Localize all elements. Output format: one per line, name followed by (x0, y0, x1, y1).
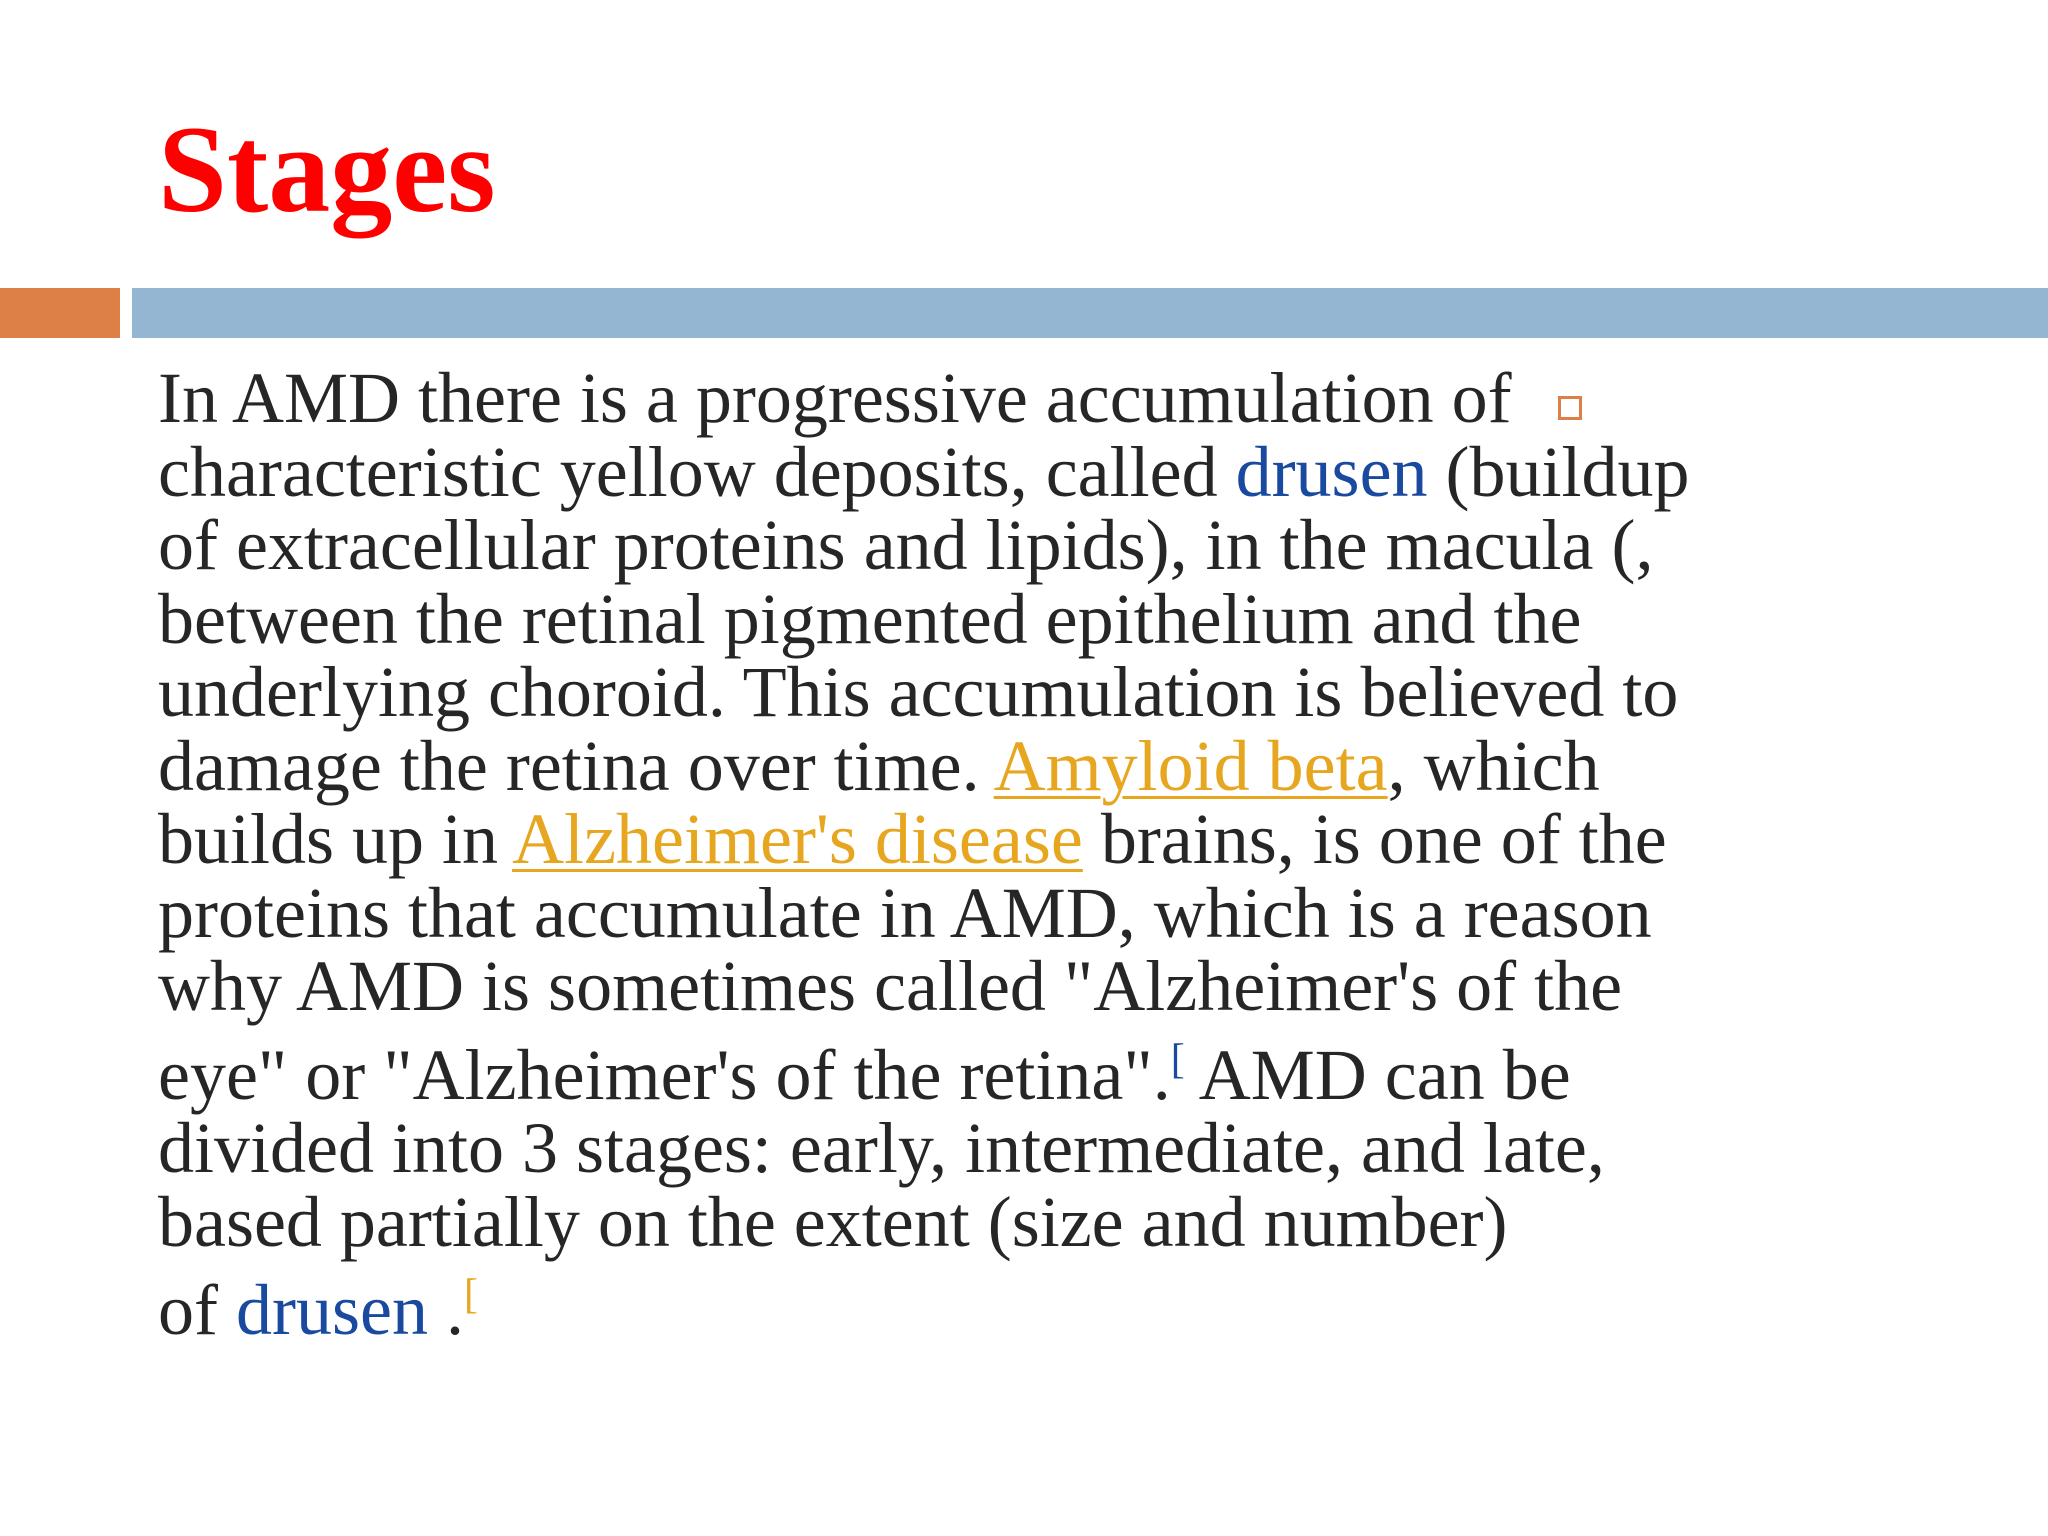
body-line-12: based partially on the extent (size and number) (158, 1181, 1508, 1262)
body-paragraph (158, 358, 1878, 1350)
hollow-square-bullet-icon (1558, 396, 1582, 420)
body-line-7: builds up in Alzheimer's disease brains, is one of the (158, 799, 1667, 879)
body-line-10: eye" or "Alzheimer's of the retina".[ AMD can be (158, 1034, 1571, 1115)
body-line-3: of extracellular proteins and lipids), in the macula (, (158, 505, 1654, 585)
term-drusen: drusen (1235, 431, 1428, 512)
body-line-4: between the retinal pigmented epithelium and the (158, 578, 1582, 659)
citation-ref-link[interactable]: [ (463, 1272, 478, 1318)
link-amyloid-beta[interactable]: Amyloid beta (993, 725, 1388, 806)
link-alzheimers-disease[interactable]: Alzheimer's disease (512, 799, 1083, 879)
body-line-11: divided into 3 stages: early, intermediate, and late, (158, 1108, 1605, 1188)
citation-ref-link[interactable]: [ (1170, 1036, 1185, 1083)
body-line-5: underlying choroid. This accumulation is believed to (158, 652, 1679, 732)
body-line-9: why AMD is sometimes called "Alzheimer's of the (158, 946, 1623, 1026)
accent-bar-left (0, 288, 120, 338)
body-line-2: characteristic yellow deposits, called drusen (buildup (158, 431, 1690, 512)
body-line-1: In AMD there is a progressive accumulation of (158, 362, 1878, 436)
body-line-8: proteins that accumulate in AMD, which is a reason (158, 872, 1652, 953)
body-line-6: damage the retina over time. Amyloid beta, which (158, 725, 1600, 806)
term-drusen: drusen (235, 1270, 428, 1350)
slide-title: Stages (158, 101, 496, 238)
accent-bar-main (132, 288, 2048, 338)
body-line-13: of drusen .[ (158, 1270, 478, 1350)
